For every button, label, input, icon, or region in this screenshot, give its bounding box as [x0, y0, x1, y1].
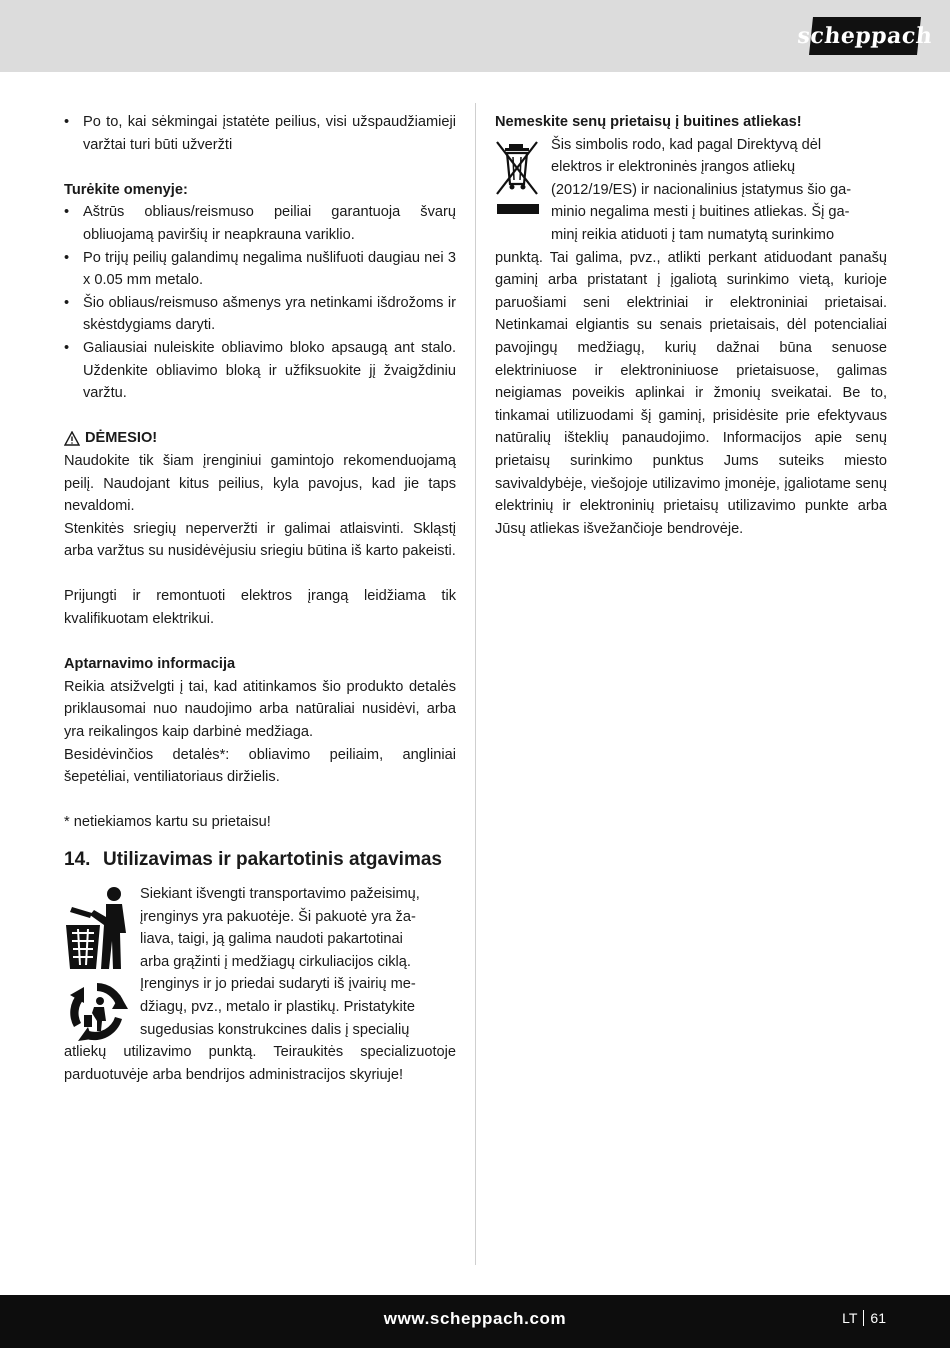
recycle-block	[64, 883, 456, 1086]
left-column	[64, 111, 456, 1086]
note-list	[64, 201, 456, 404]
weee-line-5: minį reikia atiduoti į tam numatytą surinkimo	[551, 226, 835, 243]
list-item: • Po trijų peilių galandimų negalima nušlifuoti daugiau nei 3 x 0.05 mm metalo.	[64, 247, 456, 292]
electric-text: Prijungti ir remontuoti elektros įrangą leidžiama tik kvalifikuotam elektrikui.	[64, 588, 456, 628]
note-title: Turėkite omenyje:	[64, 181, 188, 198]
warning-heading	[64, 427, 456, 450]
section-heading	[64, 848, 456, 871]
warning-text-2: Stenkitės sriegių neperveržti ir galimai atlaisvinti. Skląstį arba varžtus su nusidėvėjusiu sriegiu būtina iš karto pakeisti.	[64, 520, 456, 560]
weee-line-1: Šis simbolis rodo, kad pagal Direktyvą dėl	[551, 136, 822, 153]
warning-triangle-icon	[64, 431, 80, 446]
weee-symbol	[495, 138, 541, 224]
list-item: • Po to, kai sėkmingai įstatėte peilius, visi užspaudžiamieji varžtai turi būti užveržti	[64, 111, 456, 156]
service-text-1: Reikia atsižvelgti į tai, kad atitinkamos šio produkto detalės priklausomai nuo naudojimo arba natūraliai nusidėvi, arba yra reikalingos kaip darbinė medžiaga.	[64, 678, 456, 741]
warning-text-1: Naudokite tik šiam įrenginiui gamintojo rekomenduojamą peilį. Naudojant kitus peilius, kyla pavojus, kad jie taps nevaldomi.	[64, 452, 456, 515]
recycle-line-2: įrenginys yra pakuotėje. Ši pakuotė yra ža-	[140, 908, 416, 925]
crossed-out-bin-icon	[495, 138, 541, 216]
right-column	[495, 111, 887, 540]
section-number: 14.	[64, 849, 91, 870]
list-item: • Šio obliaus/reismuso ašmenys yra netinkami išdrožoms ir skėstdygiams daryti.	[64, 292, 456, 337]
recycle-icons	[64, 885, 130, 1045]
brand-logo: scheppach	[809, 17, 921, 55]
list-item: • Galiausiai nuleiskite obliavimo bloko apsaugą ant stalo. Uždenkite obliavimo bloką ir užfiksuokite jį žvaigždiniu varžtu.	[64, 337, 456, 405]
header-bar	[0, 0, 950, 72]
recycle-line-7: sugedusias konstrukcines dalis į specialių	[140, 1021, 410, 1038]
weee-line-3: (2012/19/ES) ir nacionalinius įstatymus šio ga-	[551, 181, 852, 198]
page-indicator	[842, 1310, 886, 1326]
recycling-arrows-icon	[64, 979, 130, 1045]
recycle-tail: atliekų utilizavimo punktą. Teiraukitės specializuotoje parduotuvėje arba bendrijos administracijos skyriuje!	[64, 1044, 456, 1083]
weee-line-4: minio negalima mesti į buitines atliekas. Šį ga-	[551, 204, 850, 221]
recycle-line-1: Siekiant išvengti transportavimo pažeisimų,	[140, 886, 420, 902]
recycle-line-5: Įrenginys ir jo priedai sudaryti iš įvairių me-	[140, 976, 416, 993]
service-title: Aptarnavimo informacija	[64, 656, 236, 673]
footer-bar	[0, 1295, 950, 1348]
weee-block	[495, 134, 887, 541]
recycle-line-6: džiagų, pvz., metalo ir plastikų. Pristatykite	[140, 998, 415, 1015]
recycle-line-3: liava, taigi, ją galima naudoti pakartotinai	[140, 931, 403, 948]
weee-line-2: elektros ir elektroninės įrangos atliekų	[551, 159, 796, 176]
page-number: 61	[870, 1310, 886, 1326]
footer-url[interactable]: www.scheppach.com	[383, 1309, 567, 1328]
warning-title: DĖMESIO!	[85, 430, 158, 447]
page-separator	[863, 1310, 864, 1326]
section-title: Utilizavimas ir pakartotinis atgavimas	[103, 849, 442, 870]
intro-list	[64, 111, 456, 156]
column-divider	[475, 103, 476, 1265]
list-item: • Aštrūs obliaus/reismuso peiliai garantuoja švarų obliuojamą paviršių ir neapkrauna variklio.	[64, 201, 456, 246]
tidyman-bin-icon	[64, 885, 130, 971]
weee-title: Nemeskite senų prietaisų į buitines atliekas!	[495, 114, 802, 130]
weee-tail: punktą. Tai galima, pvz., atlikti perkant atiduodant panašų gaminį arba pristatant į įgaliotą surinkimo vietą, kurioje paruošiami seni elektriniai ir elektroniniai prietaisai. Netinkamai elgiantis su senais prietaisais, dėl potencialiai pavojingų medžiagų, kurių dažnai būna senuose elektriniuose ir elektroniniuose prietaisuose, galimas neigiamas poveikis aplinkai ir žmonių sveikatai. Be to, tinkamai utilizuodami šį gaminį, prisidėsite prie efektyvaus natūralių išteklių panaudojimo. Informacijos apie senų prietaisų surinkimo punktus Jums suteiks miesto savivaldybėje, viešojoje utilizavimo įmonėje, įgaliotame senų elektrinių ir elektroninių prietaisų utilizavimo punkte arba Jūsų atliekas išvežančioje bendrovėje.	[495, 249, 887, 537]
footnote: * netiekiamos kartu su prietaisu!	[64, 814, 271, 831]
service-text-2: Besidėvinčios detalės*: obliavimo peiliaim, angliniai šepetėliai, ventiliatoriaus diržielis.	[64, 746, 456, 786]
recycle-line-4: arba grąžinti į medžiagų cirkuliacijos ciklą.	[140, 953, 411, 970]
language-code: LT	[842, 1310, 858, 1326]
